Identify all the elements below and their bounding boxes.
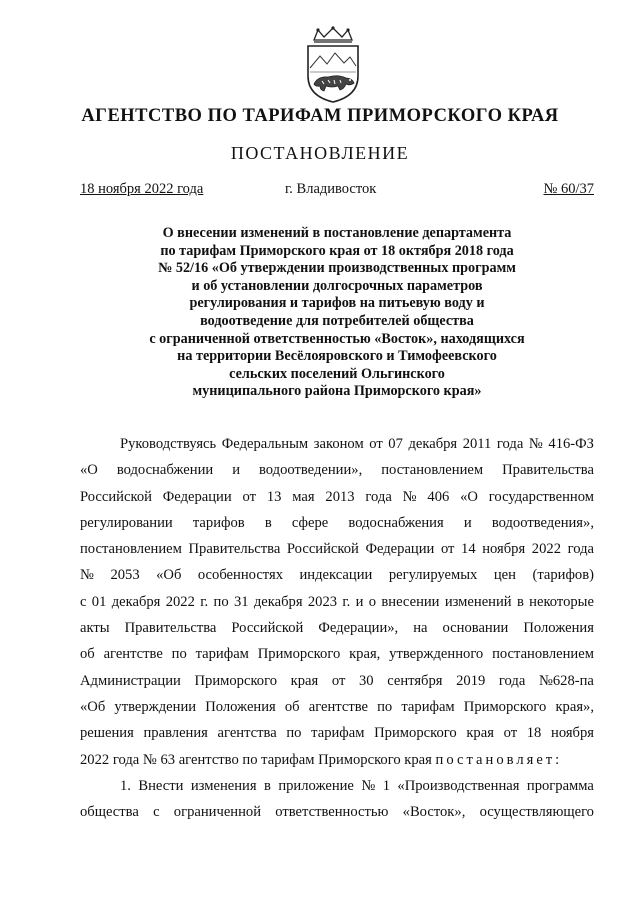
body-line xyxy=(80,484,594,510)
word: утверждении xyxy=(114,698,197,715)
body-line xyxy=(80,457,594,483)
word: государственном xyxy=(488,488,594,505)
word: «Об xyxy=(156,567,182,584)
title-line: и об установлении долгосрочных параметров xyxy=(191,277,483,294)
word: Правительства xyxy=(124,620,217,637)
word: утвержденного xyxy=(389,646,484,663)
word: особенностях xyxy=(197,567,283,584)
word: года xyxy=(567,541,594,558)
word: с xyxy=(80,593,87,610)
title-line: О внесении изменений в постановление департамента xyxy=(162,225,512,241)
word: № xyxy=(80,567,94,584)
word: «О xyxy=(460,488,478,505)
word: постановлением xyxy=(80,541,182,558)
word: от xyxy=(242,488,256,505)
word: цен xyxy=(493,567,516,584)
word: 2023 xyxy=(307,593,338,610)
word: Правительства xyxy=(502,462,594,479)
title-line: регулирования и тарифов на питьевую воду и xyxy=(189,295,485,312)
word: Приморского xyxy=(374,725,457,742)
word: тарифам xyxy=(195,646,249,663)
body-line xyxy=(80,562,594,588)
word: Российской xyxy=(231,620,304,637)
decree-word: постановляет: xyxy=(435,751,563,768)
body-line xyxy=(80,536,594,562)
body-line xyxy=(80,510,594,536)
word: ноября xyxy=(551,725,594,742)
word: о xyxy=(368,593,377,610)
item-line xyxy=(80,799,594,825)
word: 2019 xyxy=(456,672,486,689)
title-line: на территории Весёлояровского и Тимофеевского xyxy=(177,348,497,365)
word: декабря xyxy=(111,593,161,610)
item-line xyxy=(80,773,594,799)
word: по xyxy=(286,725,302,742)
word: ноября xyxy=(482,541,526,558)
body-line xyxy=(80,589,594,615)
word: сентября xyxy=(387,672,443,689)
word: 2022 xyxy=(531,541,561,558)
word: агентстве xyxy=(308,698,368,715)
word: программа xyxy=(526,777,594,794)
title-line: водоотведение для потребителей общества xyxy=(200,312,474,329)
word: некоторые xyxy=(529,593,594,610)
word: «Об xyxy=(80,698,106,715)
word: основании xyxy=(442,620,509,637)
word: «О xyxy=(80,462,98,479)
word: по xyxy=(171,646,187,663)
word: регулируемых xyxy=(388,567,478,584)
word: края», xyxy=(555,698,594,715)
word: года xyxy=(496,436,524,452)
title-line: с ограниченной ответственностью «Восток», находящихся xyxy=(149,330,525,347)
word: и xyxy=(463,514,472,531)
title-line: муниципального района Приморского края» xyxy=(192,383,482,400)
word: Приморского xyxy=(257,646,341,663)
word: Федерации», xyxy=(318,620,399,637)
word: внесении xyxy=(381,593,440,610)
word: об xyxy=(80,646,95,663)
word: декабря xyxy=(253,593,303,610)
word: 01 xyxy=(91,593,107,610)
word: изменения xyxy=(190,777,257,794)
word: Приморского xyxy=(194,672,278,689)
word: Федерации xyxy=(365,541,435,558)
word: (тарифов) xyxy=(532,567,594,584)
word: мая xyxy=(292,488,315,505)
word: 2053 xyxy=(110,567,140,584)
body-line-text: 2022 года № 63 агентство по тарифам Приморского края xyxy=(80,751,432,768)
word: 2022 xyxy=(165,593,195,610)
word: «Производственная xyxy=(397,777,520,794)
word: от xyxy=(369,436,383,452)
word: с xyxy=(153,804,160,821)
word: правления xyxy=(143,725,208,742)
word: ограниченной xyxy=(173,804,262,821)
document-title xyxy=(80,225,594,401)
document-type: ПОСТАНОВЛЕНИЕ xyxy=(230,143,410,163)
word: в xyxy=(516,593,524,610)
word: водоотведении», xyxy=(259,462,363,479)
word: 416-ФЗ xyxy=(548,436,594,452)
body-line xyxy=(80,615,594,641)
word: тарифов xyxy=(192,514,245,531)
title-line: по тарифам Приморского края от 18 октября 2018 года xyxy=(160,242,514,259)
body-line xyxy=(80,641,594,667)
word: постановлением xyxy=(381,462,484,479)
word: решения xyxy=(80,725,134,742)
word: сфере xyxy=(291,514,329,531)
word: в xyxy=(263,777,271,794)
word: года xyxy=(365,488,392,505)
document-body xyxy=(80,431,594,825)
document-number: № 60/37 xyxy=(543,181,594,197)
word: тарифам xyxy=(311,725,365,742)
word: 13 xyxy=(266,488,282,505)
word: на xyxy=(413,620,428,637)
word: Администрации xyxy=(80,672,181,689)
word: Приморского xyxy=(463,698,547,715)
word: изменений xyxy=(444,593,512,610)
word: индексации xyxy=(299,567,373,584)
word: водоснабжении xyxy=(116,462,214,479)
word: г. xyxy=(342,593,351,610)
word: водоснабжения xyxy=(348,514,444,531)
document-meta xyxy=(80,181,594,201)
word: 18 xyxy=(526,725,542,742)
word: от xyxy=(331,672,346,689)
word: от xyxy=(503,725,518,742)
word: тарифам xyxy=(401,698,455,715)
word: Внести xyxy=(138,777,184,794)
word: об xyxy=(284,698,300,715)
word: от xyxy=(440,541,455,558)
word: декабря xyxy=(408,436,458,452)
word: 30 xyxy=(358,672,374,689)
word: по xyxy=(377,698,393,715)
word: Положения xyxy=(205,698,276,715)
agency-name: АГЕНТСТВО ПО ТАРИФАМ ПРИМОРСКОГО КРАЯ xyxy=(81,106,559,126)
word: по xyxy=(213,593,229,610)
word: 1. xyxy=(120,777,131,794)
word: 406 xyxy=(427,488,450,505)
word: общества xyxy=(80,804,139,821)
body-line xyxy=(80,668,594,694)
body-line xyxy=(80,720,594,746)
title-line: сельских поселений Ольгинского xyxy=(229,365,445,382)
word: «Восток», xyxy=(402,804,466,821)
word: Положения xyxy=(523,620,594,637)
word: № xyxy=(361,777,376,794)
word: края xyxy=(466,725,494,742)
word: 2011 xyxy=(462,436,492,452)
word: законом xyxy=(313,436,364,452)
word: №628-па xyxy=(538,672,594,689)
title-line: № 52/16 «Об утверждении производственных программ xyxy=(158,260,516,277)
word: агентстве xyxy=(103,646,163,663)
word: 2013 xyxy=(325,488,355,505)
word: 31 xyxy=(233,593,249,610)
word: ответственностью xyxy=(275,804,389,821)
word: № xyxy=(402,488,417,505)
word: края xyxy=(290,672,319,689)
word: регулировании xyxy=(80,514,173,531)
word: Федерации xyxy=(162,488,232,505)
document-city: г. Владивосток xyxy=(285,181,377,197)
word: в xyxy=(264,514,272,531)
word: № xyxy=(528,436,543,452)
word: и xyxy=(232,462,241,479)
word: агентства xyxy=(217,725,277,742)
body-line-last xyxy=(80,747,594,773)
word: осуществляющего xyxy=(479,804,594,821)
word: акты xyxy=(80,620,110,637)
body-line xyxy=(80,431,594,457)
word: приложение xyxy=(278,777,354,794)
word: 14 xyxy=(461,541,476,558)
word: 1 xyxy=(382,777,390,794)
word: Правительства xyxy=(188,541,281,558)
word: Российской xyxy=(80,488,152,505)
word: 07 xyxy=(388,436,403,452)
word: Руководствуясь xyxy=(120,436,217,452)
word: года xyxy=(498,672,526,689)
document-date: 18 ноября 2022 года xyxy=(80,181,204,197)
word: Федеральным xyxy=(221,436,309,452)
coat-of-arms-icon xyxy=(300,26,366,104)
word: водоотведения», xyxy=(491,514,594,531)
word: г. xyxy=(200,593,209,610)
word: постановлением xyxy=(492,646,594,663)
word: и xyxy=(355,593,364,610)
word: края, xyxy=(349,646,381,663)
word: Российской xyxy=(286,541,359,558)
body-line xyxy=(80,694,594,720)
